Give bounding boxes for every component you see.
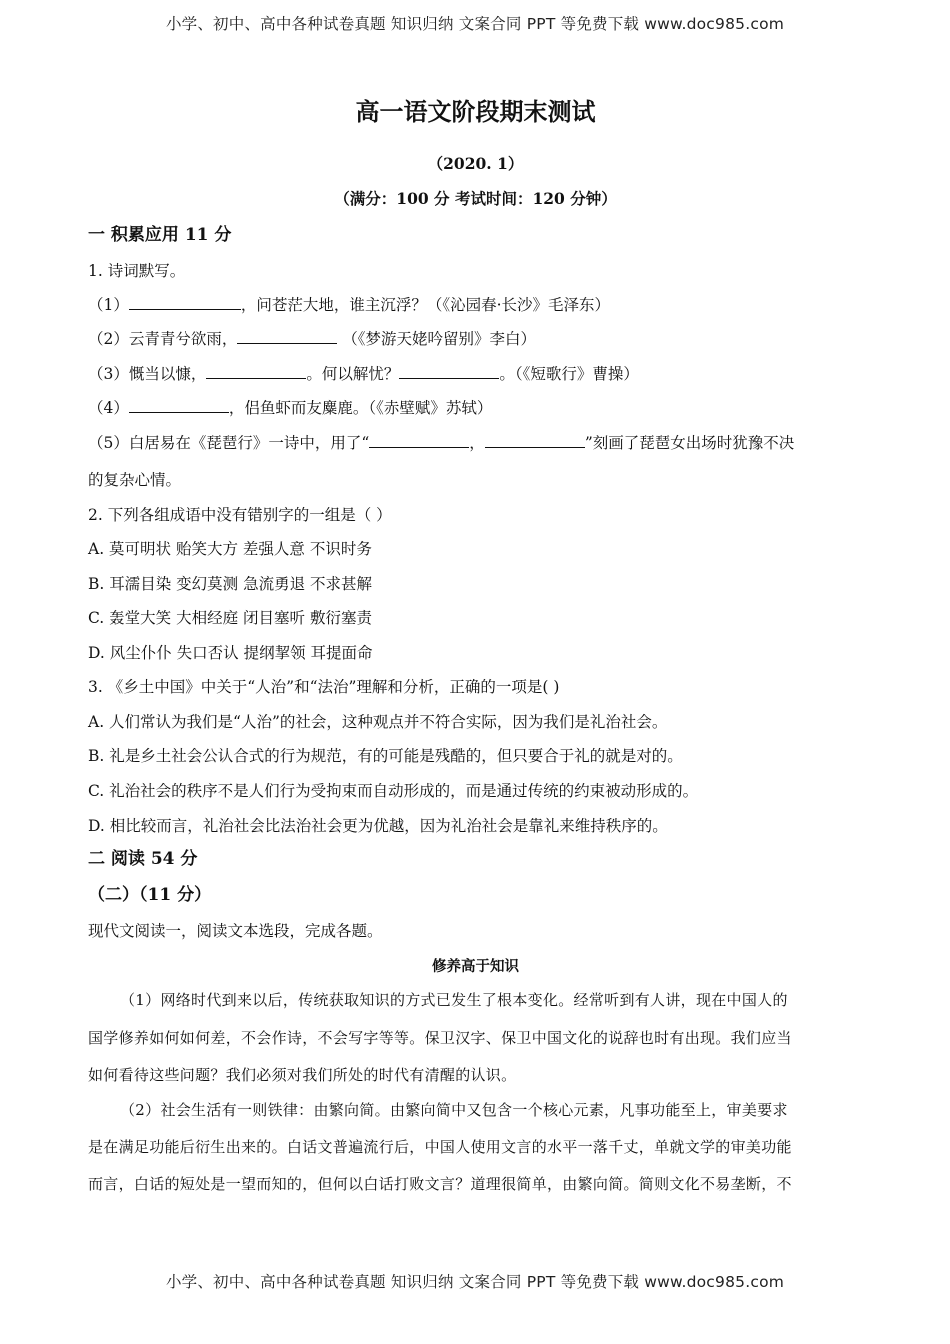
question-1-item-5 [88,433,794,453]
item-label: （2）云青青兮欲雨， [88,330,238,348]
exam-date: （2020. 1） [427,154,524,173]
answer-blank[interactable] [129,295,241,310]
question-1-item-4 [88,398,492,418]
footer-banner: 小学、初中、高中各种试卷真题 知识归纳 文案合同 PPT 等免费下载 www.doc985.com [165,1273,785,1291]
section-2-heading: 二 阅读 54 分 [88,849,198,869]
exam-info: （满分：100 分 考试时间：120 分钟） [334,189,617,208]
item-label: （3）慨当以慷， [88,365,207,383]
question-2-option-b: B. 耳濡目染 变幻莫测 急流勇退 不求甚解 [88,575,373,593]
answer-blank[interactable] [206,364,306,379]
question-2-option-a: A. 莫可明状 贻笑大方 差强人意 不识时务 [88,540,372,558]
item-label: （5）白居易在《琵琶行》一诗中，用了“ [88,434,370,452]
question-3-option-b: B. 礼是乡土社会公认合式的行为规范，有的可能是残酷的，但只要合于礼的就是对的。 [88,747,683,765]
question-2-option-d: D. 风尘仆仆 失口否认 提纲挈领 耳提面命 [88,644,373,662]
answer-blank[interactable] [237,329,337,344]
question-1-item-3 [88,364,639,384]
article-paragraph-2-line-3: 而言，白话的短处是一望而知的，但何以白话打败文言？道理很简单，由繁向简。简则文化不易垄断，不 [88,1175,792,1193]
item-text: ， [469,434,485,452]
question-2-stem: 2. 下列各组成语中没有错别字的一组是（ ） [88,506,392,524]
article-paragraph-1-line-2: 国学修养如何如何差，不会作诗，不会写字等等。保卫汉字、保卫中国文化的说辞也时有出现。我们应当 [88,1029,792,1047]
item-label: （4） [88,399,129,417]
item-text: ”刻画了琵琶女出场时犹豫不决 [584,434,795,452]
article-paragraph-1-line-3: 如何看待这些问题？我们必须对我们所处的时代有清醒的认识。 [88,1066,517,1084]
item-label: （1） [88,296,129,314]
item-text: ，侣鱼虾而友麋鹿。（《赤壁赋》苏轼） [228,399,493,417]
article-paragraph-2-line-1: （2）社会生活有一则铁律：由繁向简。由繁向简中又包含一个核心元素，凡事功能至上，审美要求 [120,1101,788,1119]
question-1-item-2 [88,329,536,349]
item-text: 。（《短歌行》曹操） [499,365,639,383]
article-paragraph-1-line-1: （1）网络时代到来以后，传统获取知识的方式已发生了根本变化。经常听到有人讲，现在中国人的 [120,991,788,1009]
question-3-option-c: C. 礼治社会的秩序不是人们行为受拘束而自动形成的，而是通过传统的约束被动形成的。 [88,782,699,800]
item-text: ，问苍茫大地，谁主沉浮？（《沁园春·长沙》毛泽东） [240,296,611,314]
answer-blank[interactable] [369,433,469,448]
answer-blank[interactable] [399,364,499,379]
question-2-option-c: C. 轰堂大笑 大相经庭 闭目塞听 敷衍塞责 [88,609,372,627]
reading-instructions: 现代文阅读一，阅读文本选段，完成各题。 [88,922,383,940]
question-1-stem: 1. 诗词默写。 [88,262,186,280]
question-3-option-a: A. 人们常认为我们是“人治”的社会，这种观点并不符合实际，因为我们是礼治社会。 [88,713,668,731]
question-1-item-5-continued: 的复杂心情。 [88,471,182,489]
article-paragraph-2-line-2: 是在满足功能后衍生出来的。白话文普遍流行后，中国人使用文言的水平一落千丈，单就文学的审美功能 [88,1138,792,1156]
page-title: 高一语文阶段期末测试 [355,97,596,126]
answer-blank[interactable] [129,398,229,413]
answer-blank[interactable] [485,433,585,448]
section-1-heading: 一 积累应用 11 分 [88,225,232,245]
article-title: 修养高于知识 [432,958,519,975]
item-text: 。何以解忧？ [306,365,400,383]
header-banner: 小学、初中、高中各种试卷真题 知识归纳 文案合同 PPT 等免费下载 www.doc985.com [165,15,785,33]
question-3-stem: 3. 《乡土中国》中关于“人治”和“法治”理解和分析，正确的一项是( ) [88,678,560,696]
section-2-subheading: （二）（11 分） [88,885,212,905]
question-3-option-d: D. 相比较而言，礼治社会比法治社会更为优越，因为礼治社会是靠礼来维持秩序的。 [88,817,668,835]
item-text: （《梦游天姥吟留别》李白） [337,330,537,348]
question-1-item-1 [88,295,610,315]
